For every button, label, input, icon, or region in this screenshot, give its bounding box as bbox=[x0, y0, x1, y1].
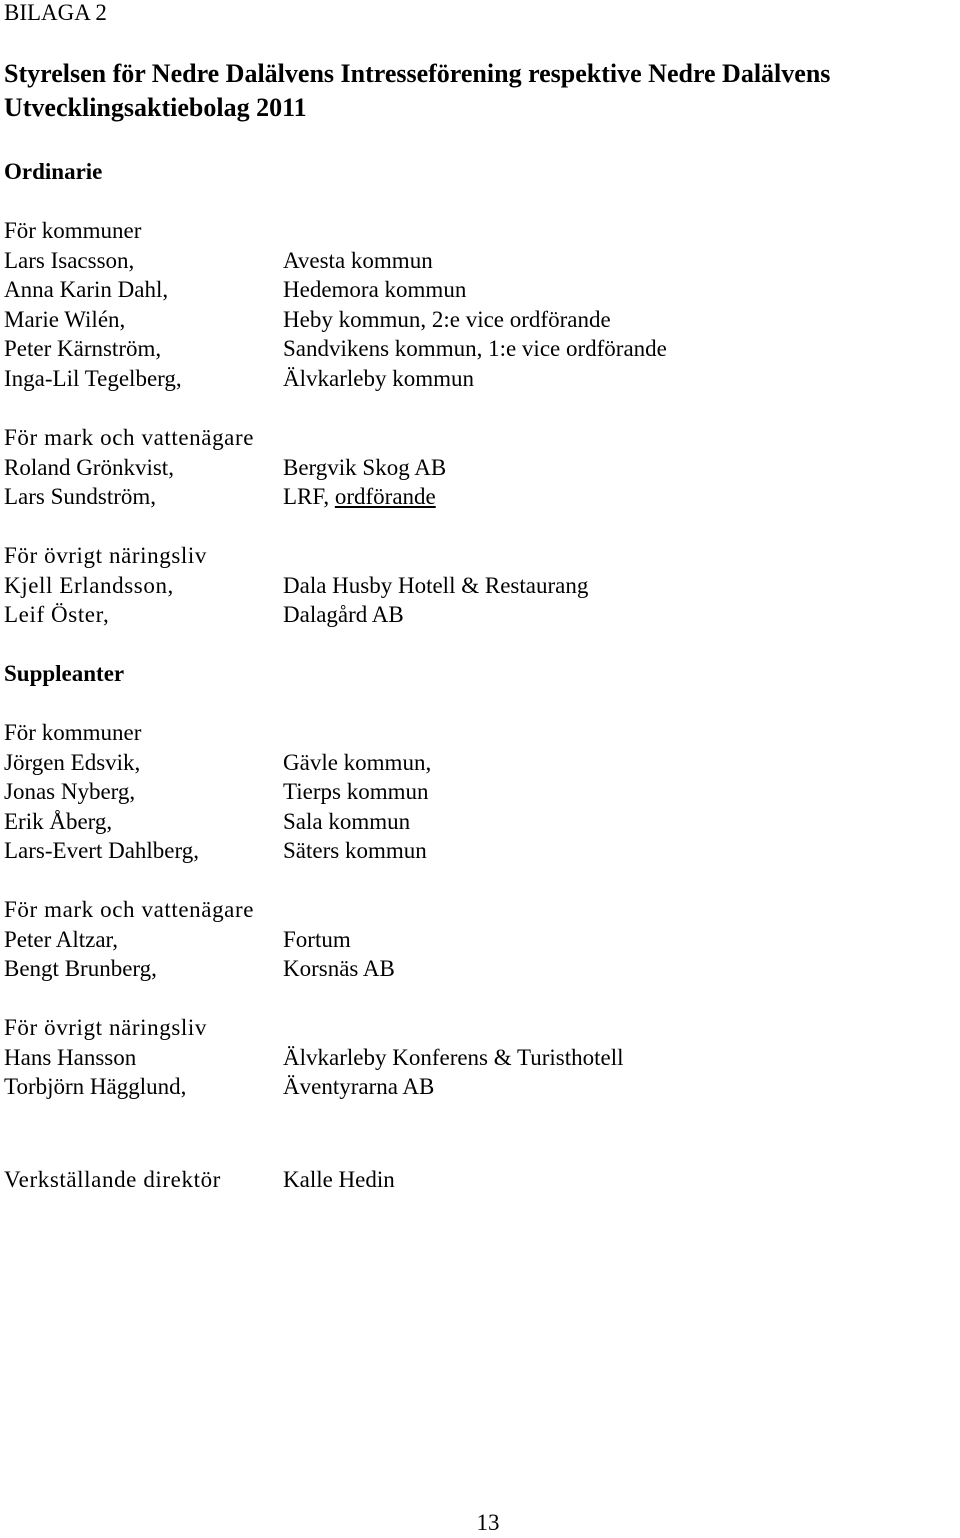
member-organization: Dalagård AB bbox=[283, 602, 404, 627]
group-suppleanter-kommuner bbox=[4, 718, 904, 866]
member-name: Erik Åberg, bbox=[4, 808, 113, 834]
member-organization: Äventyrarna AB bbox=[283, 1074, 435, 1099]
page-number: 13 bbox=[476, 1510, 500, 1535]
member-row bbox=[4, 334, 904, 364]
member-name: Marie Wilén, bbox=[4, 306, 126, 332]
member-row bbox=[4, 571, 904, 601]
member-row bbox=[4, 777, 904, 807]
member-name: Jörgen Edsvik, bbox=[4, 749, 141, 775]
group-ordinarie-mark bbox=[4, 423, 904, 512]
group-suppleanter-mark bbox=[4, 895, 904, 984]
member-row bbox=[4, 925, 904, 955]
member-row bbox=[4, 807, 904, 837]
member-organization: Heby kommun, 2:e vice ordförande bbox=[283, 306, 611, 332]
member-organization: Älvkarleby kommun bbox=[283, 365, 474, 391]
member-row bbox=[4, 748, 904, 778]
member-name: Hans Hansson bbox=[4, 1044, 137, 1070]
member-row bbox=[4, 275, 904, 305]
member-name: Roland Grönkvist, bbox=[4, 454, 174, 480]
member-organization: Fortum bbox=[283, 926, 351, 952]
member-organization: Bergvik Skog AB bbox=[283, 454, 447, 480]
member-name: Peter Altzar, bbox=[4, 926, 119, 952]
group-ordinarie-naringsliv bbox=[4, 541, 904, 630]
page-title: Styrelsen för Nedre Dalälvens Intresseförening respektive Nedre Dalälvens Utvecklingsaktiebolag 2011 bbox=[4, 59, 831, 122]
member-name: Kjell Erlandsson, bbox=[4, 572, 174, 598]
group-ordinarie-kommuner bbox=[4, 216, 904, 393]
member-row bbox=[4, 954, 904, 984]
group-label: För kommuner bbox=[4, 218, 142, 243]
member-organization: Gävle kommun, bbox=[283, 749, 432, 775]
group-label: För övrigt näringsliv bbox=[4, 543, 207, 568]
group-label: För övrigt näringsliv bbox=[4, 1015, 207, 1040]
member-organization: Sala kommun bbox=[283, 808, 411, 834]
group-label: För mark och vattenägare bbox=[4, 425, 255, 450]
managing-director-name: Kalle Hedin bbox=[283, 1167, 395, 1192]
member-name: Lars Sundström, bbox=[4, 484, 157, 509]
member-row bbox=[4, 305, 904, 335]
group-label: För mark och vattenägare bbox=[4, 897, 255, 922]
member-row bbox=[4, 246, 904, 276]
member-row bbox=[4, 1072, 904, 1102]
organization-text: LRF, bbox=[283, 484, 335, 509]
group-suppleanter-naringsliv bbox=[4, 1013, 904, 1102]
member-name: Lars Isacsson, bbox=[4, 247, 135, 273]
appendix-label: BILAGA 2 bbox=[4, 0, 107, 25]
member-name: Inga-Lil Tegelberg, bbox=[4, 365, 182, 391]
member-row bbox=[4, 453, 904, 483]
member-row bbox=[4, 836, 904, 866]
member-name: Leif Öster, bbox=[4, 602, 110, 627]
section-heading-suppleanter: Suppleanter bbox=[4, 661, 125, 686]
member-organization: Dala Husby Hotell & Restaurang bbox=[283, 572, 589, 598]
member-organization: Tierps kommun bbox=[283, 779, 429, 804]
member-name: Torbjörn Hägglund, bbox=[4, 1074, 187, 1099]
member-row bbox=[4, 364, 904, 394]
member-name: Bengt Brunberg, bbox=[4, 956, 157, 981]
member-name: Lars-Evert Dahlberg, bbox=[4, 838, 199, 863]
member-name: Jonas Nyberg, bbox=[4, 779, 136, 804]
member-organization bbox=[283, 482, 436, 512]
section-heading-ordinarie: Ordinarie bbox=[4, 159, 103, 184]
member-row bbox=[4, 600, 904, 630]
managing-director-row bbox=[4, 1165, 904, 1195]
member-organization: Säters kommun bbox=[283, 838, 427, 863]
member-organization: Hedemora kommun bbox=[283, 277, 467, 302]
member-name: Peter Kärnström, bbox=[4, 336, 162, 361]
member-row bbox=[4, 1043, 904, 1073]
member-organization: Älvkarleby Konferens & Turisthotell bbox=[283, 1044, 624, 1070]
group-label: För kommuner bbox=[4, 720, 142, 745]
underlined-role: ordförande bbox=[334, 484, 436, 509]
member-name: Anna Karin Dahl, bbox=[4, 277, 169, 302]
member-row bbox=[4, 482, 904, 512]
member-organization: Avesta kommun bbox=[283, 247, 433, 273]
member-organization: Sandvikens kommun, 1:e vice ordförande bbox=[283, 336, 667, 361]
member-organization: Korsnäs AB bbox=[283, 956, 395, 981]
managing-director-label: Verkställande direktör bbox=[4, 1167, 221, 1192]
